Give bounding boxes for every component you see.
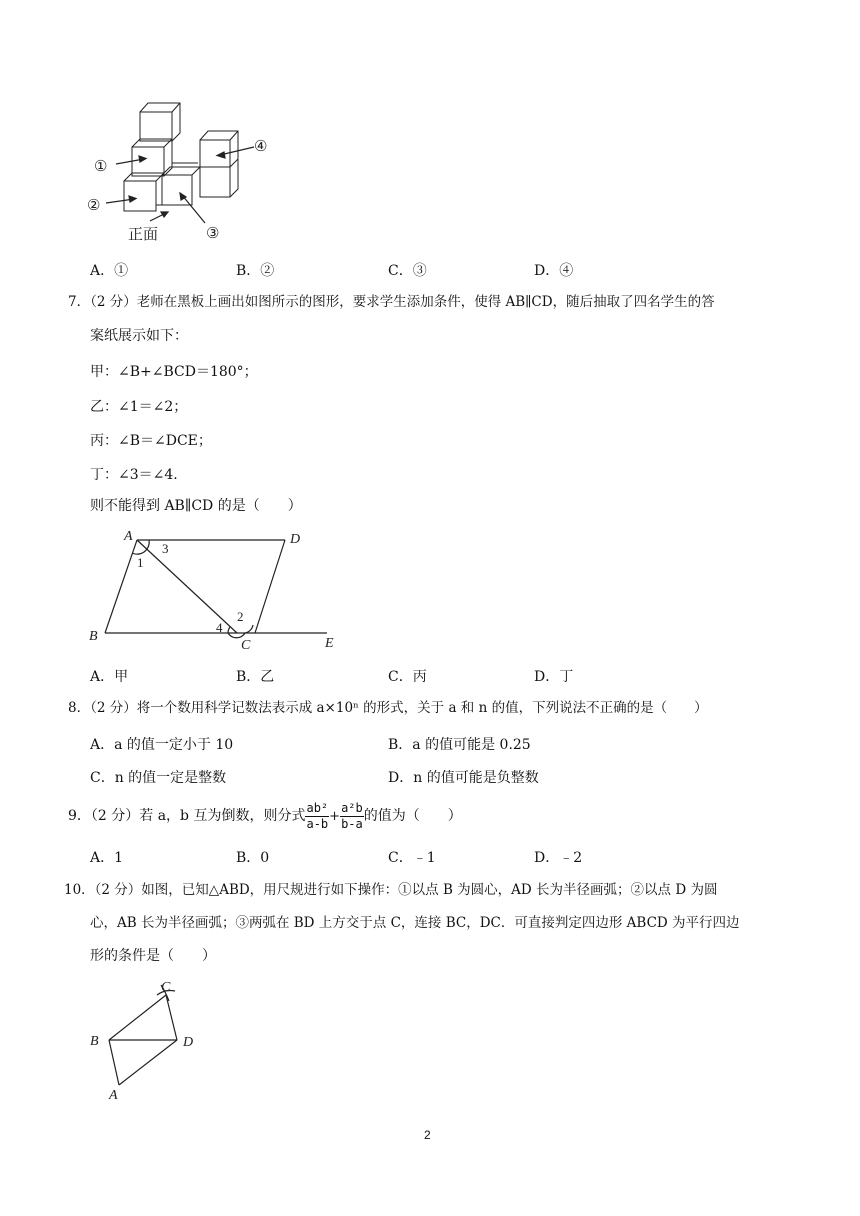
q8-stem: 8．（2 分）将一个数用科学记数法表示成 a×10ⁿ 的形式，关于 a 和 n 的值，下列说法不正确的是（ ） xyxy=(68,700,708,716)
option-text: a 的值一定小于 10 xyxy=(114,737,234,753)
q9-stem-prefix: 9．（2 分）若 a，b 互为倒数，则分式 xyxy=(68,808,306,824)
option-text: 乙 xyxy=(260,669,275,685)
option-text: ② xyxy=(260,263,275,279)
q7-option-a[interactable] xyxy=(90,666,128,686)
option-letter: C． xyxy=(388,669,413,685)
fraction-2 xyxy=(340,801,364,832)
cube-label-4: ④ xyxy=(254,139,268,155)
q7-answer-bing: 丙：∠B＝∠DCE； xyxy=(90,433,212,449)
point-a-label: A xyxy=(124,529,133,544)
option-letter: A． xyxy=(90,669,115,685)
page-number: 2 xyxy=(424,1128,431,1142)
option-text: ﹣2 xyxy=(559,850,583,866)
q7-option-b[interactable] xyxy=(236,666,274,686)
fraction-1-denominator: a-b xyxy=(306,816,329,831)
option-letter: B． xyxy=(236,669,261,685)
q9-option-c[interactable] xyxy=(388,847,436,867)
q8-option-c[interactable] xyxy=(90,767,226,787)
q9-stem xyxy=(68,800,462,834)
option-letter: D． xyxy=(534,263,560,279)
plus-sign: + xyxy=(329,809,341,824)
q6-option-d[interactable] xyxy=(534,260,573,280)
option-text: ③ xyxy=(412,263,427,279)
q10-compass-figure xyxy=(85,975,215,1105)
q7-stem-line1: 7．（2 分）老师在黑板上画出如图所示的图形，要求学生添加条件，使得 AB∥CD，随后抽取了四名学生的答 xyxy=(68,294,715,310)
q7-parallelogram-figure xyxy=(85,525,345,655)
option-text: ① xyxy=(114,263,129,279)
fraction-1 xyxy=(305,801,329,832)
q7-answer-jia: 甲：∠B+∠BCD＝180°； xyxy=(90,364,258,380)
q9-option-d[interactable] xyxy=(534,847,582,867)
option-text: n 的值可能是负整数 xyxy=(413,770,539,786)
point-a-label: A xyxy=(109,1088,118,1103)
option-letter: C． xyxy=(90,770,115,786)
q7-option-d[interactable] xyxy=(534,666,573,686)
q7-answer-yi: 乙：∠1＝∠2； xyxy=(90,399,188,415)
option-text: n 的值一定是整数 xyxy=(114,770,227,786)
cube-stack-figure xyxy=(80,95,290,250)
option-letter: A． xyxy=(90,737,115,753)
q10-stem-line3: 形的条件是（ ） xyxy=(90,948,216,964)
cube-label-3: ③ xyxy=(206,226,220,242)
point-e-label: E xyxy=(325,636,334,651)
option-letter: D． xyxy=(388,770,414,786)
point-d-label: D xyxy=(183,1035,194,1050)
option-letter: D． xyxy=(534,669,560,685)
q7-answer-ding: 丁：∠3＝∠4. xyxy=(90,467,178,483)
angle-2-label: 2 xyxy=(237,609,244,624)
point-b-label: B xyxy=(89,629,98,644)
option-letter: A． xyxy=(90,850,115,866)
q10-stem-line2: 心，AB 长为半径画弧；③两弧在 BD 上方交于点 C，连接 BC，DC．可直接判定四边形 ABCD 为平行四边 xyxy=(90,915,740,931)
fraction-2-denominator: b-a xyxy=(341,816,363,831)
option-letter: B． xyxy=(236,263,261,279)
option-text: 1 xyxy=(114,850,124,866)
option-text: 0 xyxy=(260,850,270,866)
q9-stem-suffix: 的值为（ ） xyxy=(363,808,462,824)
cube-label-2: ② xyxy=(87,198,101,214)
cube-label-1: ① xyxy=(94,159,108,175)
point-c-label: C xyxy=(241,638,251,653)
option-letter: B． xyxy=(388,737,413,753)
angle-3-label: 3 xyxy=(162,541,169,556)
point-b-label: B xyxy=(90,1034,99,1049)
option-letter: C． xyxy=(388,263,413,279)
option-text: 丙 xyxy=(412,669,427,685)
q7-option-c[interactable] xyxy=(388,666,427,686)
point-d-label: D xyxy=(290,532,301,547)
angle-1-label: 1 xyxy=(137,555,144,570)
q8-option-a[interactable] xyxy=(90,734,233,754)
q6-option-b[interactable] xyxy=(236,260,274,280)
option-text: 甲 xyxy=(114,669,129,685)
front-view-label: 正面 xyxy=(128,225,159,243)
q6-option-a[interactable] xyxy=(90,260,128,280)
q7-question: 则不能得到 AB∥CD 的是（ ） xyxy=(90,498,302,514)
option-text: 丁 xyxy=(559,669,574,685)
option-letter: D． xyxy=(534,850,560,866)
option-letter: A． xyxy=(90,263,115,279)
q7-stem-line2: 案纸展示如下： xyxy=(90,328,188,344)
point-c-label: C xyxy=(161,980,171,995)
fraction-2-numerator: a²b xyxy=(341,800,363,815)
q9-option-b[interactable] xyxy=(236,847,269,867)
option-letter: C． xyxy=(388,850,413,866)
fraction-1-numerator: ab² xyxy=(306,800,329,815)
option-text: a 的值可能是 0.25 xyxy=(412,737,531,753)
option-letter: B． xyxy=(236,850,261,866)
option-text: ④ xyxy=(559,263,574,279)
q10-stem-line1: 10．（2 分）如图，已知△ABD，用尺规进行如下操作：①以点 B 为圆心，AD 长为半径画弧；②以点 D 为圆 xyxy=(64,882,718,898)
q6-option-c[interactable] xyxy=(388,260,427,280)
q8-option-d[interactable] xyxy=(388,767,539,787)
angle-4-label: 4 xyxy=(216,620,223,635)
option-text: ﹣1 xyxy=(412,850,436,866)
q9-option-a[interactable] xyxy=(90,847,123,867)
q8-option-b[interactable] xyxy=(388,734,531,754)
